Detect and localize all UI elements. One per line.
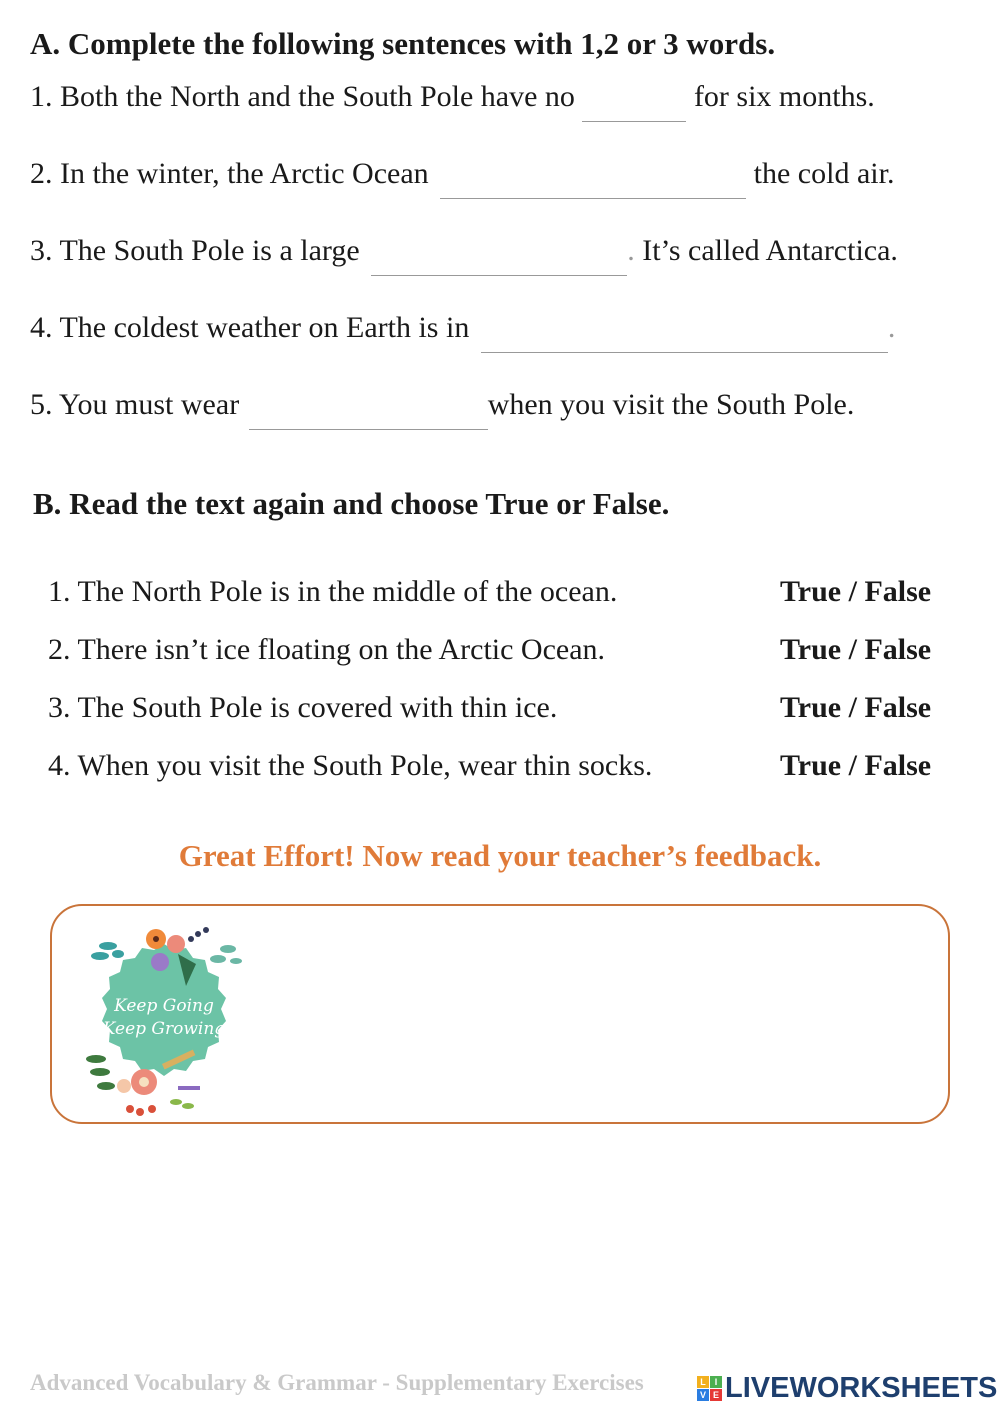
sentence-4 <box>30 311 895 353</box>
statement: 3. The South Pole is covered with thin ice. <box>48 691 558 724</box>
false-option[interactable]: False <box>864 633 932 666</box>
logo-text: LIVEWORKSHEETS <box>725 1372 998 1404</box>
sentence-text: for six months. <box>686 80 875 113</box>
statement: 1. The North Pole is in the middle of the ocean. <box>48 575 618 608</box>
separator: / <box>841 749 865 782</box>
live-logo-icon: L I V E <box>697 1376 722 1401</box>
period: . <box>887 311 896 344</box>
answer-input-1[interactable] <box>582 89 686 122</box>
badge-text-1: Keep Going <box>114 996 214 1016</box>
true-option[interactable]: True <box>780 749 842 782</box>
sentence-5 <box>30 388 854 430</box>
sentence-3 <box>30 234 898 276</box>
sentence-text: It’s called Antarctica. <box>634 234 898 267</box>
sentence-text: 3. The South Pole is a large <box>30 234 360 267</box>
true-option[interactable]: True <box>780 633 842 666</box>
sentence-text: 2. In the winter, the Arctic Ocean <box>30 157 429 190</box>
sentence-1 <box>30 80 875 122</box>
sentence-text: 1. Both the North and the South Pole have no <box>30 80 575 113</box>
section-a-heading: A. Complete the following sentences with 1,2 or 3 words. <box>30 26 776 61</box>
answer-input-2[interactable] <box>440 166 746 199</box>
footer-text: Advanced Vocabulary & Grammar - Supplementary Exercises <box>30 1370 644 1395</box>
sentence-text: the cold air. <box>746 157 895 190</box>
answer-input-5[interactable] <box>249 397 488 430</box>
separator: / <box>841 575 865 608</box>
statement: 2. There isn’t ice floating on the Arctic Ocean. <box>48 633 606 666</box>
separator: / <box>841 633 865 666</box>
answer-input-4[interactable] <box>481 320 888 353</box>
section-b-heading: B. Read the text again and choose True or False. <box>33 486 670 521</box>
true-option[interactable]: True <box>780 575 842 608</box>
sentence-text: 5. You must wear <box>30 388 240 421</box>
sentence-2 <box>30 157 894 199</box>
statement: 4. When you visit the South Pole, wear thin socks. <box>48 749 653 782</box>
false-option[interactable]: False <box>864 575 932 608</box>
false-option[interactable]: False <box>864 691 932 724</box>
answer-input-3[interactable] <box>371 243 627 276</box>
praise-message: Great Effort! Now read your teacher’s feedback. <box>178 838 822 873</box>
period: . <box>627 234 635 267</box>
separator: / <box>841 691 865 724</box>
true-option[interactable]: True <box>780 691 842 724</box>
keep-growing-badge-icon <box>78 914 250 1119</box>
liveworksheets-logo <box>697 1372 997 1405</box>
sentence-text: 4. The coldest weather on Earth is in <box>30 311 470 344</box>
false-option[interactable]: False <box>864 749 932 782</box>
sentence-text: when you visit the South Pole. <box>487 388 855 421</box>
badge-text-2: Keep Growing <box>102 1019 226 1039</box>
